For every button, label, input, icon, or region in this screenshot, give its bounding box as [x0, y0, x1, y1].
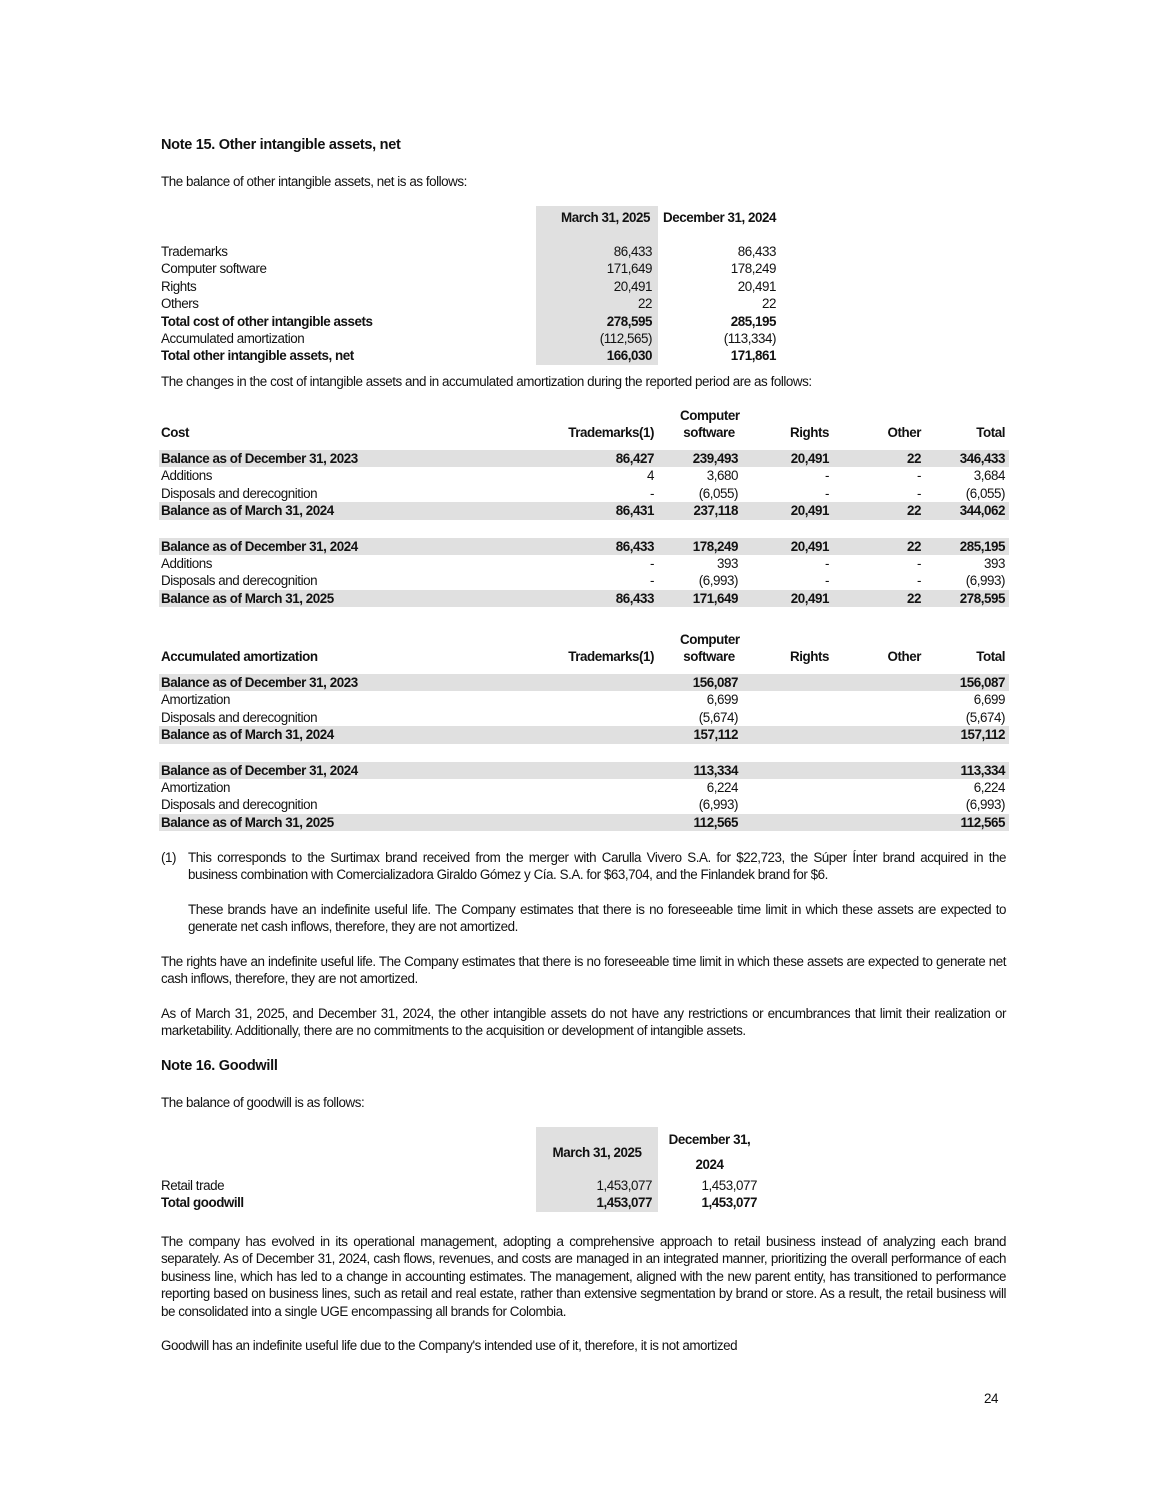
cell-value: 157,112 [925, 726, 1009, 743]
cell-value: (6,055) [965, 485, 1005, 501]
row-label: Amortization [161, 692, 231, 708]
cell-value: 22 [833, 538, 925, 555]
changes-intro: The changes in the cost of intangible assets and in accumulated amortization during the reported period are as follows: [161, 374, 812, 389]
intangible-balance-table [161, 206, 778, 365]
col-header: Other [887, 649, 921, 664]
cell-value: 178,249 [658, 538, 742, 555]
footnote-text: This corresponds to the Surtimax brand received from the merger with Carulla Vivero S.A. for $22,723, the Súper Ínter brand acquired in the business combination with Comercializadora Giraldo Gómez y Cía. S.A. for $63,704, and the Finlandek brand for $6. [188, 850, 1006, 883]
row-label: Others [161, 296, 199, 312]
cell-value: 6,224 [973, 780, 1005, 796]
cell-value: 113,334 [658, 762, 742, 779]
cell-march-2025: 278,595 [536, 313, 658, 330]
table-row [161, 1177, 761, 1194]
cell-value: 6,699 [973, 692, 1005, 708]
cell-value: 237,118 [658, 502, 742, 519]
cell-march-2025: 86,433 [536, 243, 658, 260]
cell-value: (6,993) [965, 573, 1005, 589]
cell-value: - [916, 573, 921, 589]
table-title: Cost [161, 425, 189, 440]
col-header: Total [976, 425, 1005, 440]
table-row [161, 243, 778, 260]
cell-value: 20,491 [742, 538, 833, 555]
cell-value: - [824, 573, 829, 589]
restrictions-paragraph: As of March 31, 2025, and December 31, 2024, the other intangible assets do not have any restrictions or encumbrances that limit their realization or marketability. Additionally, there are no commitments to the acquisition or development of intangible assets. [161, 1006, 1006, 1039]
table-row [161, 278, 778, 295]
cell-value: - [824, 556, 829, 572]
cell-december-2024: 86,433 [737, 244, 776, 259]
cell-value: 22 [833, 450, 925, 467]
cell-december-2024: 178,249 [730, 261, 776, 277]
row-label: Total cost of other intangible assets [161, 313, 373, 329]
cell-value: 112,565 [658, 814, 742, 831]
cell-value: - [824, 485, 829, 501]
row-label: Disposals and derecognition [161, 709, 318, 725]
cell-value: 86,427 [566, 450, 658, 467]
table-row [161, 347, 778, 364]
cell-value: 4 [647, 468, 654, 484]
footnote-marker: (1) [161, 850, 177, 865]
cell-value: 20,491 [742, 502, 833, 519]
table-row [159, 674, 1009, 691]
col-header: Trademarks(1) [568, 425, 654, 440]
table-row [159, 779, 1009, 796]
goodwill-table [161, 1127, 761, 1212]
cell-march-2025: 166,030 [536, 347, 658, 364]
cell-value [833, 726, 925, 743]
note15-intro: The balance of other intangible assets, net is as follows: [161, 174, 467, 189]
cell-value: 22 [833, 502, 925, 519]
col-header: Total [976, 649, 1005, 664]
cell-value: 393 [984, 556, 1005, 572]
cell-value: 285,195 [925, 538, 1009, 555]
cell-value: - [916, 485, 921, 501]
cell-december-2024: 20,491 [737, 278, 776, 294]
col-header-december-2024 [658, 1127, 761, 1177]
table-row [159, 796, 1009, 813]
table-row [159, 555, 1009, 572]
table-row [159, 538, 1009, 555]
cell-march-2025: 1,453,077 [536, 1194, 658, 1211]
row-label: Rights [161, 278, 197, 294]
col-header: Rights [790, 649, 829, 664]
cost-table [159, 405, 1009, 607]
row-label: Balance as of March 31, 2024 [159, 726, 566, 743]
cell-value [742, 709, 833, 726]
cell-value: 393 [717, 556, 738, 572]
cell-value: 6,699 [706, 692, 738, 708]
amortization-table [159, 629, 1009, 831]
table-row [161, 295, 778, 312]
table-header-row [161, 206, 778, 226]
table-row [159, 502, 1009, 519]
table-row [159, 691, 1009, 708]
row-label: Balance as of December 31, 2024 [159, 538, 566, 555]
cell-value: 156,087 [658, 674, 742, 691]
cell-value: 3,680 [706, 468, 738, 484]
cell-value: 239,493 [658, 450, 742, 467]
table-row [159, 572, 1009, 589]
note16-intro: The balance of goodwill is as follows: [161, 1095, 365, 1110]
cell-value: 156,087 [925, 674, 1009, 691]
cell-value: - [649, 556, 654, 572]
col-header-march-2025: March 31, 2025 [536, 206, 658, 226]
table-row [159, 762, 1009, 779]
table-row [159, 467, 1009, 484]
row-label: Amortization [161, 780, 231, 796]
row-label: Trademarks [161, 244, 228, 259]
footnote [161, 849, 1006, 936]
cell-value: - [916, 468, 921, 484]
row-label: Total goodwill [161, 1195, 244, 1211]
cell-value: - [916, 556, 921, 572]
cell-value [833, 762, 925, 779]
goodwill-paragraph-2: Goodwill has an indefinite useful life due to the Company's intended use of it, therefore, it is not amortized [161, 1338, 738, 1353]
cell-december-2024: 1,453,077 [701, 1195, 757, 1211]
col-header: Computer software [680, 632, 740, 664]
table-row [161, 260, 778, 277]
page-number: 24 [984, 1391, 998, 1406]
note16-title: Note 16. Goodwill [161, 1058, 278, 1074]
row-label: Balance as of March 31, 2024 [159, 502, 566, 519]
cell-value: 157,112 [658, 726, 742, 743]
col-header-december-2024: December 31, 2024 [663, 210, 776, 225]
row-label: Additions [161, 468, 213, 484]
row-label: Accumulated amortization [161, 331, 305, 347]
cell-december-2024: 171,861 [730, 348, 776, 364]
cell-value [566, 726, 658, 743]
cell-value [566, 691, 658, 708]
col-header-march-2025: March 31, 2025 [536, 1127, 658, 1177]
cell-value [742, 796, 833, 813]
col-header: Other [887, 425, 921, 440]
col-header-line1: December 31, [668, 1132, 751, 1147]
cell-value [742, 691, 833, 708]
cell-value [742, 674, 833, 691]
table-row [159, 485, 1009, 502]
note15-title: Note 15. Other intangible assets, net [161, 137, 401, 153]
row-label: Balance as of December 31, 2023 [159, 674, 566, 691]
table-header-row [159, 405, 1009, 441]
row-label: Disposals and derecognition [161, 797, 318, 813]
cell-value: 171,649 [658, 590, 742, 607]
col-header: Rights [790, 425, 829, 440]
cell-value [742, 814, 833, 831]
row-label: Disposals and derecognition [161, 573, 318, 589]
cell-value [833, 796, 925, 813]
cell-value: 86,433 [566, 590, 658, 607]
row-label: Total other intangible assets, net [161, 348, 354, 364]
cell-value [833, 779, 925, 796]
cell-value: 86,431 [566, 502, 658, 519]
cell-value: - [649, 573, 654, 589]
table-header-row [161, 1127, 761, 1177]
cell-december-2024: (113,334) [723, 331, 776, 347]
cell-march-2025: 1,453,077 [536, 1177, 658, 1194]
cell-value: (6,993) [965, 797, 1005, 813]
col-header: Computer software [680, 408, 740, 440]
cell-value: - [649, 485, 654, 501]
cell-value: (6,993) [698, 573, 738, 589]
row-label: Disposals and derecognition [161, 485, 318, 501]
cell-value [833, 691, 925, 708]
cell-value: (5,674) [965, 709, 1005, 725]
cell-value [742, 726, 833, 743]
row-label: Balance as of December 31, 2024 [159, 762, 566, 779]
cell-value: 6,224 [706, 780, 738, 796]
cell-value: (6,993) [698, 797, 738, 813]
table-header-row [159, 629, 1009, 665]
cell-december-2024: 22 [762, 296, 776, 312]
col-header-line2: 2024 [695, 1157, 724, 1172]
cell-december-2024: 285,195 [730, 313, 776, 329]
cell-march-2025: (112,565) [536, 330, 658, 347]
cell-march-2025: 22 [536, 295, 658, 312]
cell-value [566, 709, 658, 726]
row-label: Retail trade [161, 1178, 225, 1193]
cell-december-2024: 1,453,077 [701, 1178, 757, 1193]
row-label: Additions [161, 556, 213, 572]
cell-value: 112,565 [925, 814, 1009, 831]
cell-value: 278,595 [925, 590, 1009, 607]
cell-value [742, 779, 833, 796]
cell-value [566, 674, 658, 691]
rights-paragraph: The rights have an indefinite useful life. The Company estimates that there is no foreseeable time limit in which these assets are expected to generate net cash inflows, therefore, they are not amortized. [161, 954, 1006, 987]
table-row [159, 450, 1009, 467]
cell-value: 346,433 [925, 450, 1009, 467]
table-row [159, 709, 1009, 726]
table-row [159, 814, 1009, 831]
cell-march-2025: 20,491 [536, 278, 658, 295]
table-row [161, 330, 778, 347]
goodwill-paragraph-1: The company has evolved in its operational management, adopting a comprehensive approach to retail business instead of analyzing each brand separately. As of December 31, 2024, cash flows, revenues, and costs are managed in an integrated manner, prioritizing the overall performance of each business line, which has led to a change in accounting estimates. The management, aligned with the new parent entity, has transitioned to performance reporting based on business lines, such as retail and real estate, rather than extensive segmentation by brand or store. As a result, the retail business will be consolidated into a single UGE encompassing all brands for Colombia. [161, 1234, 1006, 1319]
cell-value [833, 814, 925, 831]
table-row [159, 726, 1009, 743]
table-title: Accumulated amortization [161, 649, 318, 664]
table-row [159, 590, 1009, 607]
table-row [161, 313, 778, 330]
row-label: Balance as of March 31, 2025 [159, 590, 566, 607]
cell-value [566, 779, 658, 796]
cell-value [566, 762, 658, 779]
cell-value: (5,674) [698, 709, 738, 725]
cell-value: 20,491 [742, 590, 833, 607]
cell-value: 20,491 [742, 450, 833, 467]
cell-value: 22 [833, 590, 925, 607]
row-label: Computer software [161, 261, 267, 277]
cell-value: 344,062 [925, 502, 1009, 519]
table-row [161, 1194, 761, 1211]
cell-value: - [824, 468, 829, 484]
cell-value [742, 762, 833, 779]
cell-march-2025: 171,649 [536, 260, 658, 277]
cell-value [833, 709, 925, 726]
cell-value: 86,433 [566, 538, 658, 555]
cell-value [566, 796, 658, 813]
cell-value: 113,334 [925, 762, 1009, 779]
col-header: Trademarks(1) [568, 649, 654, 664]
row-label: Balance as of March 31, 2025 [159, 814, 566, 831]
cell-value: 3,684 [973, 468, 1005, 484]
cell-value [833, 674, 925, 691]
footnote-text-2: These brands have an indefinite useful life. The Company estimates that there is no foreseeable time limit in which these assets are expected to generate net cash inflows, therefore, they are not amortized. [188, 901, 1006, 935]
cell-value [566, 814, 658, 831]
cell-value: (6,055) [698, 485, 738, 501]
row-label: Balance as of December 31, 2023 [159, 450, 566, 467]
